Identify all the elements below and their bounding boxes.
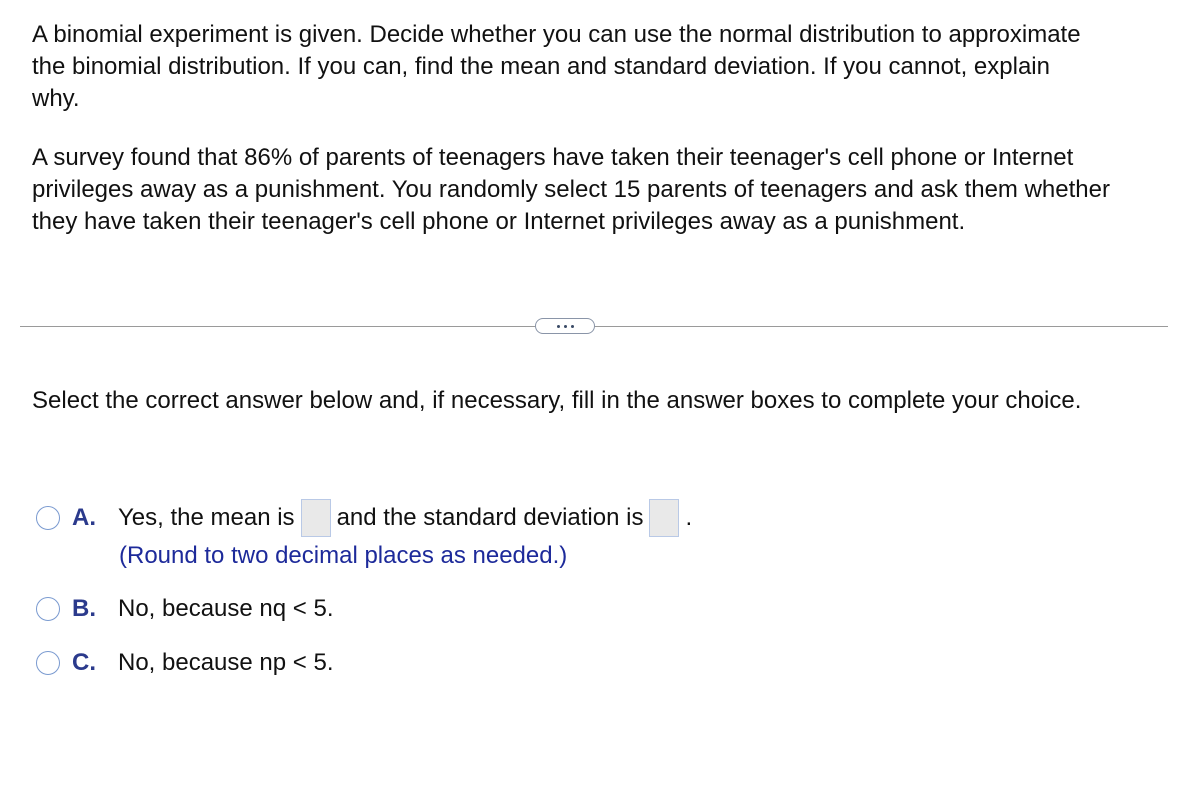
option-a-letter: A. [72,504,96,531]
option-b-text: No, because nq < 5. [118,595,334,622]
option-c-radio[interactable] [36,651,60,675]
option-b-letter: B. [72,595,96,622]
option-c-letter: C. [72,649,96,676]
option-a-text-after: . [685,504,693,531]
show-more-button[interactable] [535,318,595,334]
option-b[interactable] [36,593,333,625]
option-b-radio[interactable] [36,597,60,621]
mean-answer-box[interactable] [301,499,331,537]
option-a-text-middle: and the standard deviation is [336,504,644,531]
question-scenario: A survey found that 86% of parents of teenagers have taken their teenager's cell phone or Internet privileges away as a punishment. You randomly select 15 parents of teenagers and ask them whether they have taken their teenager's cell phone or Internet privileges away as a punishment. [32,144,1110,235]
option-c-text: No, because np < 5. [118,649,334,676]
answer-instruction: Select the correct answer below and, if necessary, fill in the answer boxes to complete your choice. [32,387,1082,414]
rounding-note: (Round to two decimal places as needed.) [119,542,568,569]
option-c[interactable] [36,647,333,679]
question-intro: A binomial experiment is given. Decide whether you can use the normal distribution to approximate the binomial distribution. If you can, find the mean and standard deviation. If you cannot, explain why. [32,21,1081,112]
std-dev-answer-box[interactable] [649,499,679,537]
option-a[interactable] [36,499,692,537]
ellipsis-icon [557,325,574,328]
option-a-text-before: Yes, the mean is [118,504,295,531]
option-a-radio[interactable] [36,506,60,530]
